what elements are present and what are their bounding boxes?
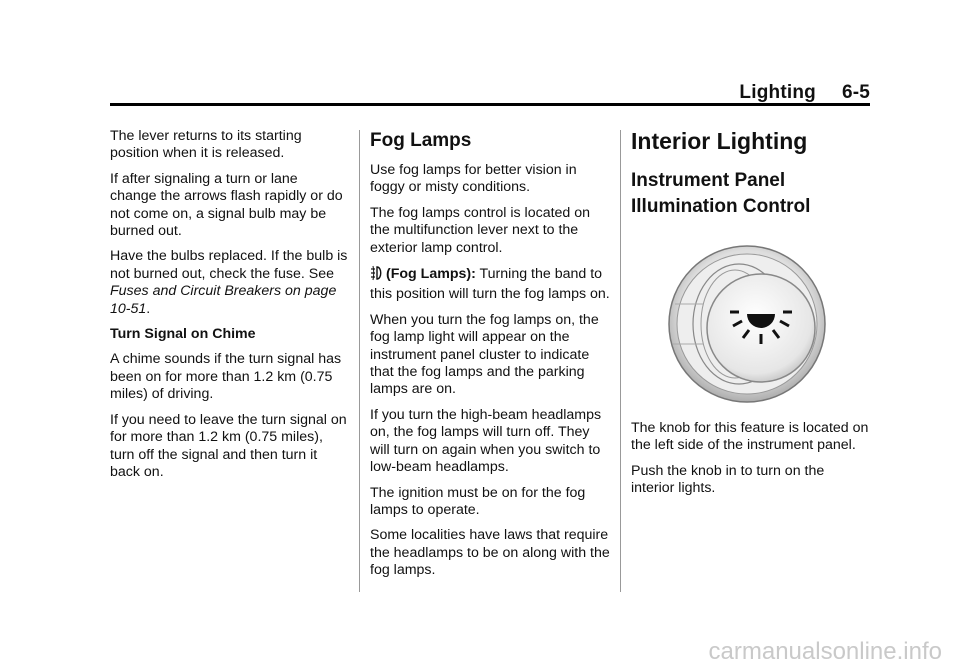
paragraph: When you turn the fog lamps on, the fog lamp light will appear on the instrument panel cluster to indicate that the fog lamps and the parking lamps are on. <box>370 311 599 398</box>
column-2 <box>370 128 610 588</box>
paragraph: The lever returns to its starting position when it is released. <box>110 128 302 162</box>
paragraph: The fog lamps control is located on the multifunction lever next to the exterior lamp control. <box>370 204 591 256</box>
paragraph: The ignition must be on for the fog lamps to operate. <box>370 484 586 518</box>
paragraph: If after signaling a turn or lane change the arrows flash rapidly or do not come on, a signal bulb may be burned out. <box>110 170 343 240</box>
paragraph: Use fog lamps for better vision in foggy or misty conditions. <box>370 162 577 196</box>
paragraph <box>370 265 610 304</box>
header-rule <box>110 103 870 106</box>
page-number: 6-5 <box>841 82 870 103</box>
paragraph: Push the knob in to turn on the interior lights. <box>631 462 825 497</box>
paragraph-text: Turning the band to this position will turn the fog lamps on. <box>370 266 610 303</box>
paragraph: If you need to leave the turn signal on for more than 1.2 km (0.75 miles), turn off the signal and then turn it back on. <box>110 411 347 480</box>
fog-lamp-icon <box>370 265 384 286</box>
section-title: Lighting <box>739 82 816 103</box>
paragraph: A chime sounds if the turn signal has been on for more than 1.2 km (0.75 miles) of driving. <box>110 351 342 403</box>
column-divider <box>620 130 621 592</box>
paragraph-text: Have the bulbs replaced. If the bulb is not burned out, check the fuse. See <box>110 248 348 282</box>
subheading-turn-signal-chime: Turn Signal on Chime <box>110 326 256 343</box>
heading-fog-lamps: Fog Lamps <box>370 130 472 151</box>
watermark: carmanualsonline.info <box>708 638 942 665</box>
paragraph: If you turn the high-beam headlamps on, the fog lamps will turn off. They will turn on again when you switch to low-beam headlamps. <box>370 406 602 476</box>
paragraph: Some localities have laws that require the headlamps to be on along with the fog lamps. <box>370 527 610 579</box>
heading-instrument-panel-illumination: Instrument Panel Illumination Control <box>631 170 811 217</box>
fuses-reference-link[interactable]: Fuses and Circuit Breakers on page 10-51 <box>110 283 337 317</box>
column-1 <box>110 128 348 489</box>
column-3 <box>631 128 871 506</box>
heading-interior-lighting: Interior Lighting <box>631 128 808 154</box>
page-header <box>739 82 870 104</box>
interior-light-knob-icon <box>663 242 831 406</box>
paragraph-text: . <box>146 300 151 317</box>
column-divider <box>359 130 360 592</box>
fog-lamps-label: (Fog Lamps): <box>386 266 476 283</box>
paragraph: The knob for this feature is located on the left side of the instrument panel. <box>631 420 869 454</box>
paragraph <box>110 248 348 318</box>
